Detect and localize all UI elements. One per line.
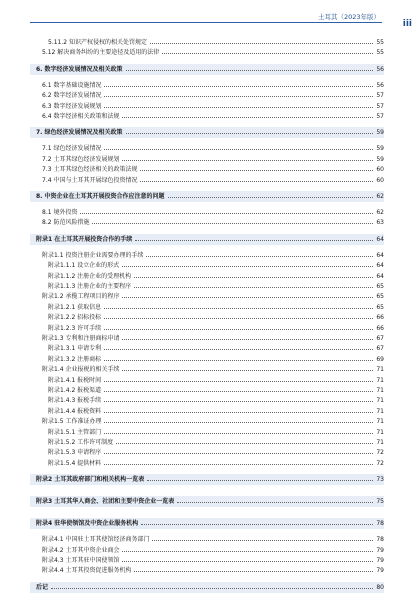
- toc-entry-page: 64: [376, 272, 384, 280]
- toc-entry-page: 64: [376, 235, 384, 243]
- dot-leader: [116, 443, 373, 444]
- dot-leader: [152, 540, 373, 541]
- header-divider: [30, 22, 382, 23]
- toc-entry-page: 57: [376, 92, 384, 100]
- toc-entry-label: 附录1.5.3 申请程序: [48, 449, 102, 457]
- dot-leader: [104, 349, 373, 350]
- toc-entry-label: 附录1.2.2 招标投标: [48, 314, 102, 322]
- toc-entry[interactable]: [30, 261, 384, 271]
- toc-entry-label: 附录1.3.2 注册商标: [48, 355, 102, 363]
- toc-entry-label: 附录1.3 专利和注册商标申请: [42, 335, 120, 342]
- toc-entry-page: 78: [376, 520, 384, 528]
- toc-entry[interactable]: [30, 566, 384, 576]
- dot-leader: [104, 391, 373, 392]
- dot-leader: [80, 213, 373, 214]
- toc-entry-page: 59: [376, 155, 384, 163]
- toc-entry-page: 66: [376, 314, 384, 322]
- toc-entry[interactable]: [30, 556, 384, 566]
- toc-entry-page: 67: [376, 335, 384, 342]
- toc-entry[interactable]: [30, 355, 384, 365]
- dot-leader: [140, 181, 373, 182]
- toc-entry-page: 69: [376, 355, 384, 363]
- toc-entry-label: 附录4.4 土耳其投资促进服务机构: [42, 567, 132, 575]
- toc-entry-label: 7.1 绿色经济发展情况: [42, 145, 102, 153]
- dot-leader: [146, 256, 373, 257]
- dot-leader: [122, 370, 373, 371]
- toc-entry-label: 附录1.4.1 报税时间: [48, 376, 102, 384]
- toc-entry[interactable]: [30, 438, 384, 448]
- toc-entry-page: 79: [376, 557, 384, 564]
- toc-entry[interactable]: [30, 112, 384, 122]
- toc-entry-page: 62: [376, 209, 384, 216]
- dot-leader: [104, 401, 373, 402]
- toc-entry-page: 65: [376, 303, 384, 311]
- dot-leader: [104, 318, 373, 319]
- dot-leader: [122, 266, 373, 267]
- dot-leader: [92, 223, 373, 224]
- toc-entry-page: 67: [376, 345, 384, 353]
- toc-entry-label: 附录1.5.1 主管部门: [48, 428, 102, 436]
- toc-entry-page: 71: [376, 376, 384, 384]
- toc-entry-page: 59: [376, 145, 384, 153]
- toc-entry-page: 78: [376, 536, 384, 544]
- toc-entry-page: 59: [376, 129, 384, 137]
- toc-entry-page: 71: [376, 428, 384, 436]
- dot-leader: [134, 571, 373, 572]
- dot-leader: [135, 240, 373, 241]
- toc-entry[interactable]: [30, 235, 384, 245]
- toc-entry-label: 附录1 在土耳其开展投资合作的手续: [36, 235, 133, 243]
- toc-entry-page: 63: [376, 219, 384, 227]
- toc-entry[interactable]: [30, 376, 384, 386]
- toc-entry-label: 附录1.1 投资注册企业需要办理的手续: [42, 251, 144, 259]
- toc-entry-label: 7.2 土耳其绿色经济发展规划: [42, 155, 120, 163]
- toc-entry-label: 附录1.1.2 注册企业的受理机构: [48, 272, 132, 280]
- toc-entry-label: 附录4 驻华使领馆及中资企业服务机构: [36, 520, 139, 528]
- toc-entry[interactable]: [30, 176, 384, 186]
- dot-leader: [177, 502, 373, 503]
- toc-entry-page: 65: [376, 293, 384, 301]
- toc-entry-label: 附录1.4.3 报税手续: [48, 397, 102, 405]
- toc-entry[interactable]: [30, 407, 384, 417]
- toc-entry-page: 71: [376, 366, 384, 374]
- toc-entry[interactable]: [30, 324, 384, 334]
- toc-entry-label: 6.4 数字经济相关政策和法规: [42, 113, 120, 120]
- dot-leader: [51, 588, 373, 589]
- toc-entry[interactable]: [30, 497, 384, 507]
- dot-leader: [122, 297, 373, 298]
- toc-entry[interactable]: [30, 583, 384, 593]
- toc-entry[interactable]: [30, 218, 384, 228]
- toc-entry-label: 6.3 数字经济发展规划: [42, 102, 102, 110]
- dot-leader: [104, 308, 373, 309]
- toc-entry-label: 附录1.2 承揽工程项目的程序: [42, 293, 120, 301]
- toc-entry-label: 后记: [36, 583, 49, 591]
- dot-leader: [140, 170, 373, 171]
- dot-leader: [162, 53, 373, 54]
- running-header-title: 土耳其（2023年版）: [317, 13, 380, 21]
- dot-leader: [122, 339, 373, 340]
- toc-entry[interactable]: [30, 334, 384, 344]
- toc-entry[interactable]: [30, 282, 384, 292]
- toc-entry[interactable]: [30, 417, 384, 427]
- toc-entry-label: 附录1.5.2 工作许可制度: [48, 439, 114, 446]
- toc-entry-page: 56: [376, 65, 384, 73]
- toc-entry-label: 附录1.1.3 注册企业的主要程序: [48, 283, 132, 290]
- toc-entry-label: 附录2 土耳其政府部门和相关机构一览表: [36, 476, 145, 484]
- toc-entry-label: 附录1.4.4 报税资料: [48, 407, 102, 415]
- toc-entry-page: 62: [376, 193, 384, 200]
- toc-entry-page: 65: [376, 283, 384, 290]
- toc-entry[interactable]: [30, 65, 384, 75]
- dot-leader: [126, 70, 374, 71]
- toc-entry[interactable]: [30, 475, 384, 485]
- toc-entry[interactable]: [30, 448, 384, 458]
- toc-entry[interactable]: [30, 386, 384, 396]
- dot-leader: [104, 422, 373, 423]
- dot-leader: [104, 329, 373, 330]
- toc-entry-page: 66: [376, 324, 384, 332]
- toc-entry-page: 60: [376, 166, 384, 174]
- dot-leader: [147, 480, 373, 481]
- toc-entry-page: 72: [376, 449, 384, 457]
- toc-entry[interactable]: [30, 91, 384, 101]
- toc-entry[interactable]: [30, 251, 384, 261]
- toc-entry-label: 6.2 数字经济发展情况: [42, 92, 102, 100]
- dot-leader: [134, 277, 373, 278]
- toc-entry-page: 55: [376, 39, 384, 46]
- dot-leader: [104, 96, 373, 97]
- toc-entry-label: 附录1.5 工作准证办理: [42, 418, 102, 426]
- toc-entry[interactable]: [30, 208, 384, 218]
- dot-leader: [122, 561, 373, 562]
- toc-entry[interactable]: [30, 428, 384, 438]
- toc-entry[interactable]: [30, 365, 384, 375]
- dot-leader: [122, 117, 373, 118]
- dot-leader: [122, 551, 373, 552]
- dot-leader: [150, 43, 373, 44]
- toc-entry-label: 附录4.1 中国驻土耳其使馆经济商务部门: [42, 536, 150, 544]
- dot-leader: [104, 107, 373, 108]
- toc-entry-label: 7.3 土耳其绿色经济相关的政策法规: [42, 166, 138, 174]
- toc-entry[interactable]: [30, 546, 384, 556]
- toc-entry-label: 7. 绿色经济发展情况及相关政策: [36, 129, 123, 137]
- toc-entry[interactable]: [30, 519, 384, 529]
- toc-entry-label: 附录1.4 企业报税的相关手续: [42, 366, 120, 374]
- toc-entry[interactable]: [30, 313, 384, 323]
- toc-entry-page: 79: [376, 567, 384, 575]
- toc-entry-label: 附录1.1.1 设立企业的形式: [48, 262, 120, 270]
- dot-leader: [104, 381, 373, 382]
- toc-entry[interactable]: [30, 192, 384, 202]
- toc-entry[interactable]: [30, 144, 384, 154]
- toc-entry-label: 附录1.5.4 提供材料: [48, 459, 102, 467]
- toc-entry[interactable]: [30, 272, 384, 282]
- toc-entry-page: 57: [376, 113, 384, 120]
- toc-entry-label: 附录1.2.1 获取信息: [48, 303, 102, 311]
- toc-entry-page: 55: [376, 49, 384, 57]
- dot-leader: [104, 149, 373, 150]
- toc-entry-page: 75: [376, 498, 384, 506]
- toc-entry-label: 8. 中资企业在土耳其开展投资合作应注意的问题: [36, 193, 165, 200]
- dot-leader: [104, 453, 373, 454]
- toc-entry[interactable]: [30, 38, 384, 48]
- dot-leader: [141, 524, 373, 525]
- toc-entry-page: 73: [376, 476, 384, 484]
- toc-entry[interactable]: [30, 165, 384, 175]
- toc-entry-page: 72: [376, 459, 384, 467]
- toc-entry[interactable]: [30, 535, 384, 545]
- dot-leader: [104, 360, 373, 361]
- dot-leader: [168, 197, 374, 198]
- toc-entry-page: 80: [376, 583, 384, 591]
- toc-entry[interactable]: [30, 155, 384, 165]
- dot-leader: [104, 86, 373, 87]
- toc-entry-label: 8.1 境外投资: [42, 209, 78, 216]
- toc-entry-page: 71: [376, 439, 384, 446]
- toc-entry[interactable]: [30, 396, 384, 406]
- toc-entry-label: 6.1 数字基础设施情况: [42, 81, 102, 89]
- toc-entry-page: 57: [376, 102, 384, 110]
- dot-leader: [126, 133, 374, 134]
- toc-entry-page: 64: [376, 262, 384, 270]
- toc-entry[interactable]: [30, 128, 384, 138]
- toc-entry[interactable]: [30, 292, 384, 302]
- toc-entry-label: 附录1.2.3 许可手续: [48, 324, 102, 332]
- dot-leader: [122, 160, 373, 161]
- toc-entry-page: 56: [376, 81, 384, 89]
- toc-entry[interactable]: [30, 459, 384, 469]
- toc-entry[interactable]: [30, 102, 384, 112]
- toc-entry-label: 5.12 解决商务纠纷的主要途径及适用的法律: [42, 49, 160, 57]
- toc-entry-page: 71: [376, 418, 384, 426]
- toc-entry[interactable]: [30, 344, 384, 354]
- dot-leader: [104, 433, 373, 434]
- dot-leader: [104, 464, 373, 465]
- toc-entry-label: 8.2 防范风险措施: [42, 219, 90, 227]
- toc-entry-page: 64: [376, 251, 384, 259]
- toc-entry-label: 附录1.3.1 申请专利: [48, 345, 102, 353]
- toc-entry[interactable]: [30, 81, 384, 91]
- toc-entry-label: 附录4.3 土耳其驻中国使领馆: [42, 557, 120, 564]
- toc-entry-page: 71: [376, 387, 384, 394]
- toc-entry-page: 71: [376, 397, 384, 405]
- toc-entry-label: 5.11.2 知识产权侵权的相关处罚规定: [48, 39, 147, 46]
- toc-entry-label: 附录3 土耳其华人商会、社团和主要中资企业一览表: [36, 498, 175, 506]
- dot-leader: [104, 412, 373, 413]
- toc-entry-label: 6. 数字经济发展情况及相关政策: [36, 65, 123, 73]
- toc-entry-page: 79: [376, 546, 384, 554]
- toc-entry-label: 附录4.2 土耳其中资企业商会: [42, 546, 120, 554]
- page-number: iii: [402, 19, 412, 29]
- toc-entry-label: 7.4 中国与土耳其开展绿色投资情况: [42, 176, 138, 184]
- toc-entry[interactable]: [30, 303, 384, 313]
- toc-entry-page: 71: [376, 407, 384, 415]
- dot-leader: [134, 287, 373, 288]
- toc-entry-label: 附录1.4.2 报税渠道: [48, 387, 102, 394]
- toc-entry[interactable]: [30, 48, 384, 58]
- toc-entry-page: 60: [376, 176, 384, 184]
